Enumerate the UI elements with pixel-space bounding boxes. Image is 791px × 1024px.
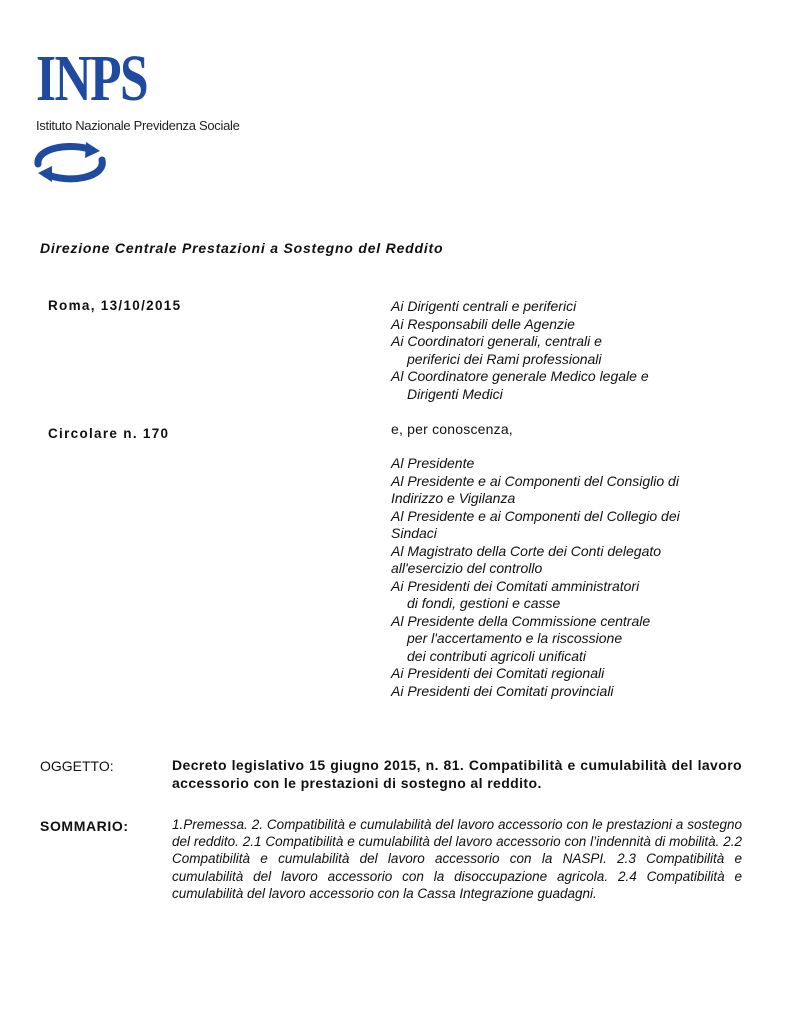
recipient-line: per l'accertamento e la riscossione <box>407 630 623 646</box>
recipients-secondary <box>391 455 771 700</box>
recipient-line: Al Presidente e ai Componenti del Collegio dei <box>391 507 680 524</box>
circular-number: Circolare n. 170 <box>48 426 170 441</box>
recipient-line: Al Presidente della Commissione centrale <box>391 612 651 629</box>
summary-text: 1.Premessa. 2. Compatibilità e cumulabilità del lavoro accessorio con le prestazioni a sostegno del reddito. 2.1 Compatibilità e cumulabilità del lavoro accessorio con l’indennità di mobilità. 2.2 Compatibilità e cumulabilità del lavoro accessorio con la NASPI. 2.3 Compatibilità e cumulabilità del lavoro accessorio con la disoccupazione agricola. 2.4 Compatibilità e cumulabilità del lavoro accessorio con la Cassa Integrazione guadagni. <box>172 817 742 901</box>
recipient-line: Ai Dirigenti centrali e periferici <box>391 298 577 314</box>
subject-label: OGGETTO: <box>40 758 114 774</box>
recipient-line: Indirizzo e Vigilanza <box>391 490 516 506</box>
recipient-line: Al Presidente e ai Componenti del Consiglio di <box>391 472 679 489</box>
recipient-line: periferici dei Rami professionali <box>407 350 602 367</box>
summary-label: SOMMARIO: <box>40 818 129 834</box>
recipient-line: Al Magistrato della Corte dei Conti delegato <box>391 542 662 559</box>
recipient-line: Ai Presidenti dei Comitati regionali <box>391 665 605 681</box>
logo-subtitle: Istituto Nazionale Previdenza Sociale <box>36 118 240 133</box>
recipient-line: di fondi, gestioni e casse <box>407 595 561 611</box>
inps-logo <box>30 42 250 196</box>
subject-text: Decreto legislativo 15 giugno 2015, n. 81. Compatibilità e cumulabilità del lavoro accessorio con le prestazioni di sostegno al reddito. <box>172 757 742 791</box>
recipient-line: dei contributi agricoli unificati <box>407 647 586 664</box>
recipient-line: Ai Coordinatori generali, centrali e <box>391 333 602 349</box>
recipient-line: Dirigenti Medici <box>407 385 503 402</box>
recipient-line: Ai Presidenti dei Comitati provinciali <box>391 682 614 699</box>
recipient-line: Ai Responsabili delle Agenzie <box>391 315 575 332</box>
place-date: Roma, 13/10/2015 <box>48 298 182 313</box>
for-knowledge: e, per conoscenza, <box>391 421 513 437</box>
recipient-line: Sindaci <box>391 525 437 541</box>
circular-arrows-icon <box>30 138 110 186</box>
logo-wordmark: INPS <box>36 42 148 115</box>
recipient-line: Ai Presidenti dei Comitati amministratori <box>391 577 640 594</box>
issuing-direction: Direzione Centrale Prestazioni a Sostegno del Reddito <box>40 240 444 256</box>
recipient-line: all'esercizio del controllo <box>391 560 543 576</box>
recipient-line: Al Presidente <box>391 455 475 471</box>
recipient-line: Al Coordinatore generale Medico legale e <box>391 368 649 384</box>
recipients-primary <box>391 298 771 403</box>
